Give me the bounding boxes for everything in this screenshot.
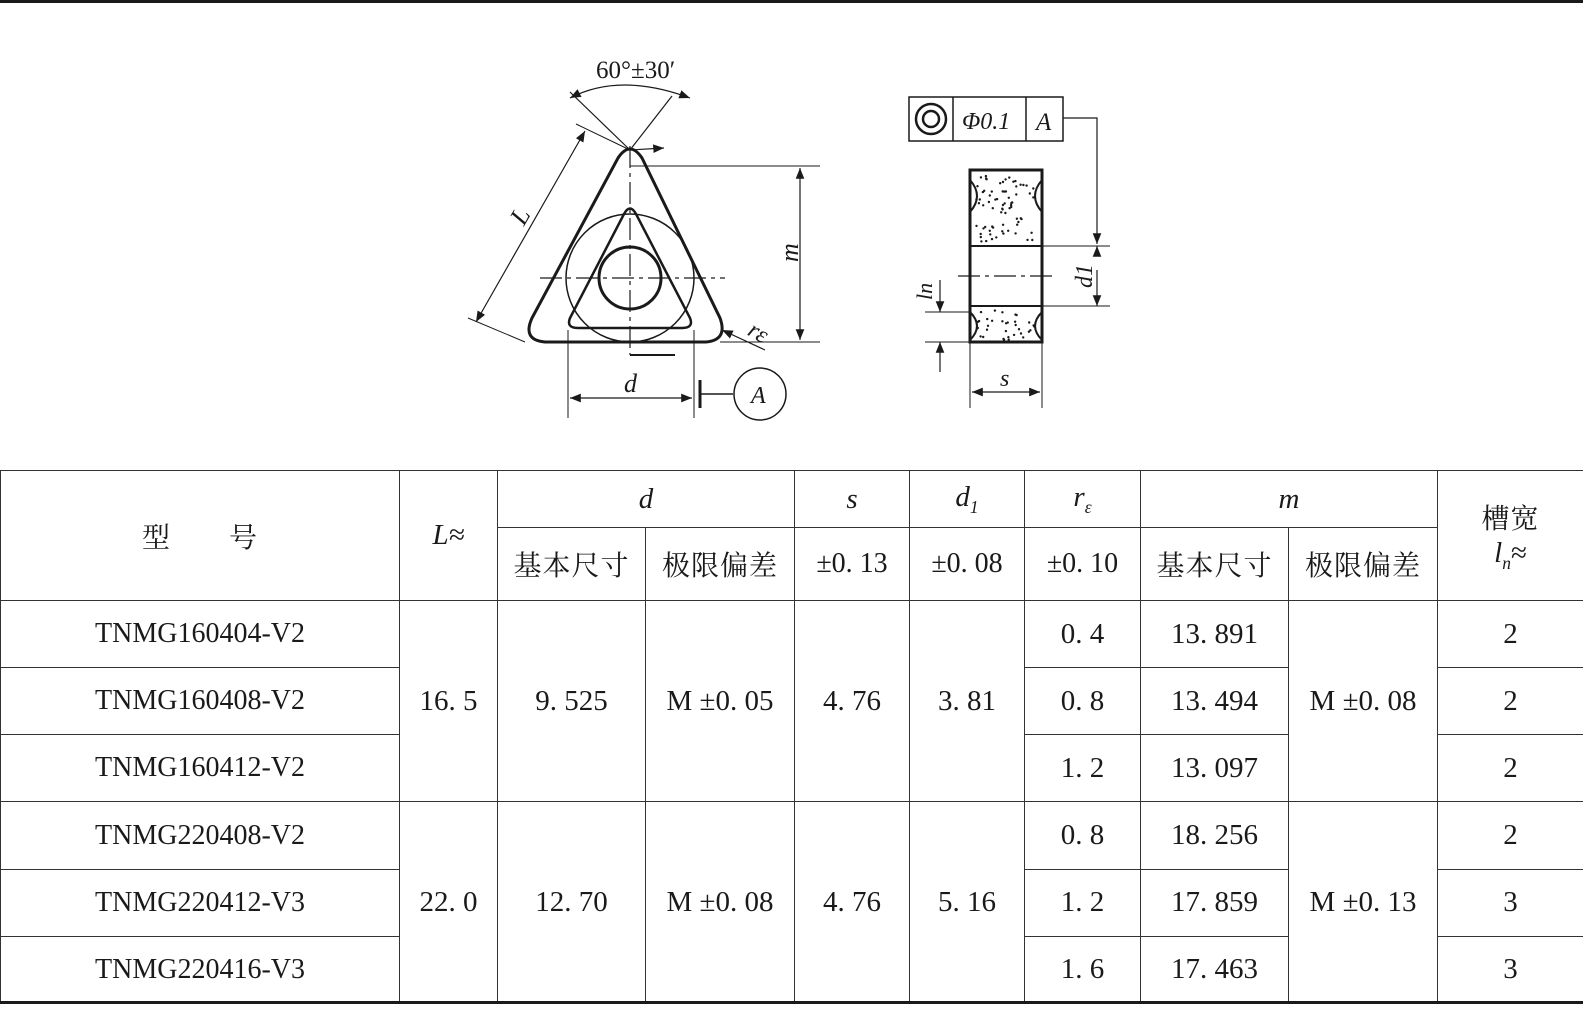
header-re-tol: ±0. 10 — [1025, 528, 1141, 601]
label-d: d — [624, 369, 637, 398]
side-view — [909, 97, 1110, 408]
label-s: s — [1000, 366, 1010, 392]
cell-s: 4. 76 — [795, 601, 910, 802]
cell-model: TNMG220416-V3 — [1, 936, 400, 1003]
datum-a-label: A — [751, 383, 766, 409]
cell-ln: 3 — [1438, 936, 1583, 1003]
header-ln-cn: 槽宽 — [1481, 502, 1540, 536]
header-s-tol: ±0. 13 — [795, 528, 910, 601]
header-model: 型 号 — [1, 471, 400, 601]
cell-model: TNMG220412-V3 — [1, 869, 400, 936]
tol-datum: A — [1036, 109, 1052, 136]
header-d-limit: 极限偏差 — [646, 528, 795, 601]
cell-d1: 5. 16 — [910, 802, 1025, 1004]
cell-d-limit: M ±0. 05 — [646, 601, 795, 802]
cell-L: 16. 5 — [400, 601, 498, 802]
bottom-rule — [0, 1001, 1583, 1004]
cell-m-basic: 17. 463 — [1141, 936, 1289, 1003]
cell-m-basic: 17. 859 — [1141, 869, 1289, 936]
header-d1-subscript: 1 — [969, 496, 979, 517]
header-d1-symbol: d — [955, 480, 970, 513]
cell-m-basic: 13. 494 — [1141, 668, 1289, 735]
angle-label: 60°±30′ — [596, 57, 676, 84]
cell-re: 1. 2 — [1025, 869, 1141, 936]
header-ln-l: l — [1494, 537, 1503, 570]
front-view — [468, 85, 820, 420]
header-ln-symbol — [1438, 537, 1583, 574]
cell-ln: 2 — [1438, 802, 1583, 869]
table-row — [1, 802, 1583, 869]
header-m-limit: 极限偏差 — [1289, 528, 1438, 601]
header-L: L≈ — [400, 471, 498, 601]
cell-re: 1. 2 — [1025, 735, 1141, 802]
cell-m-basic: 18. 256 — [1141, 802, 1289, 869]
tol-value: Φ0.1 — [962, 109, 1011, 135]
cell-L: 22. 0 — [400, 802, 498, 1004]
cell-ln: 2 — [1438, 668, 1583, 735]
cell-m-limit: M ±0. 13 — [1289, 802, 1438, 1004]
cell-model: TNMG220408-V2 — [1, 802, 400, 869]
cell-d-basic: 12. 70 — [498, 802, 646, 1004]
cell-m-limit: M ±0. 08 — [1289, 601, 1438, 802]
spec-table — [0, 470, 1583, 1004]
header-re-subscript: ε — [1084, 496, 1092, 517]
header-ln-approx: ≈ — [1510, 537, 1527, 570]
header-m-basic: 基本尺寸 — [1141, 528, 1289, 601]
header-d-basic: 基本尺寸 — [498, 528, 646, 601]
label-d1: d1 — [1072, 264, 1098, 288]
cell-ln: 2 — [1438, 735, 1583, 802]
concentricity-icon — [916, 104, 946, 134]
insert-side-body — [970, 170, 1042, 342]
cell-d1: 3. 81 — [910, 601, 1025, 802]
table-row — [1, 601, 1583, 668]
cell-d-basic: 9. 525 — [498, 601, 646, 802]
header-re — [1025, 471, 1141, 528]
label-L: L — [504, 202, 537, 230]
cell-s: 4. 76 — [795, 802, 910, 1004]
cell-re: 0. 8 — [1025, 802, 1141, 869]
label-re: rε — [743, 316, 773, 349]
cell-d-limit: M ±0. 08 — [646, 802, 795, 1004]
cell-model: TNMG160404-V2 — [1, 601, 400, 668]
label-ln: ln — [912, 282, 937, 300]
header-ln — [1438, 471, 1583, 601]
header-d1 — [910, 471, 1025, 528]
stipple-texture — [975, 175, 1035, 341]
cell-re: 0. 4 — [1025, 601, 1141, 668]
cell-model: TNMG160408-V2 — [1, 668, 400, 735]
header-d1-tol: ±0. 08 — [910, 528, 1025, 601]
cell-ln: 3 — [1438, 869, 1583, 936]
header-m: m — [1141, 471, 1438, 528]
cell-re: 1. 6 — [1025, 936, 1141, 1003]
insert-drawing — [0, 0, 1583, 470]
header-ln-subscript: n — [1502, 552, 1511, 573]
cell-model: TNMG160412-V2 — [1, 735, 400, 802]
header-d: d — [498, 471, 795, 528]
label-m: m — [775, 243, 804, 262]
cell-m-basic: 13. 097 — [1141, 735, 1289, 802]
header-re-symbol: r — [1073, 480, 1085, 513]
cell-m-basic: 13. 891 — [1141, 601, 1289, 668]
header-s: s — [795, 471, 910, 528]
cell-re: 0. 8 — [1025, 668, 1141, 735]
cell-ln: 2 — [1438, 601, 1583, 668]
